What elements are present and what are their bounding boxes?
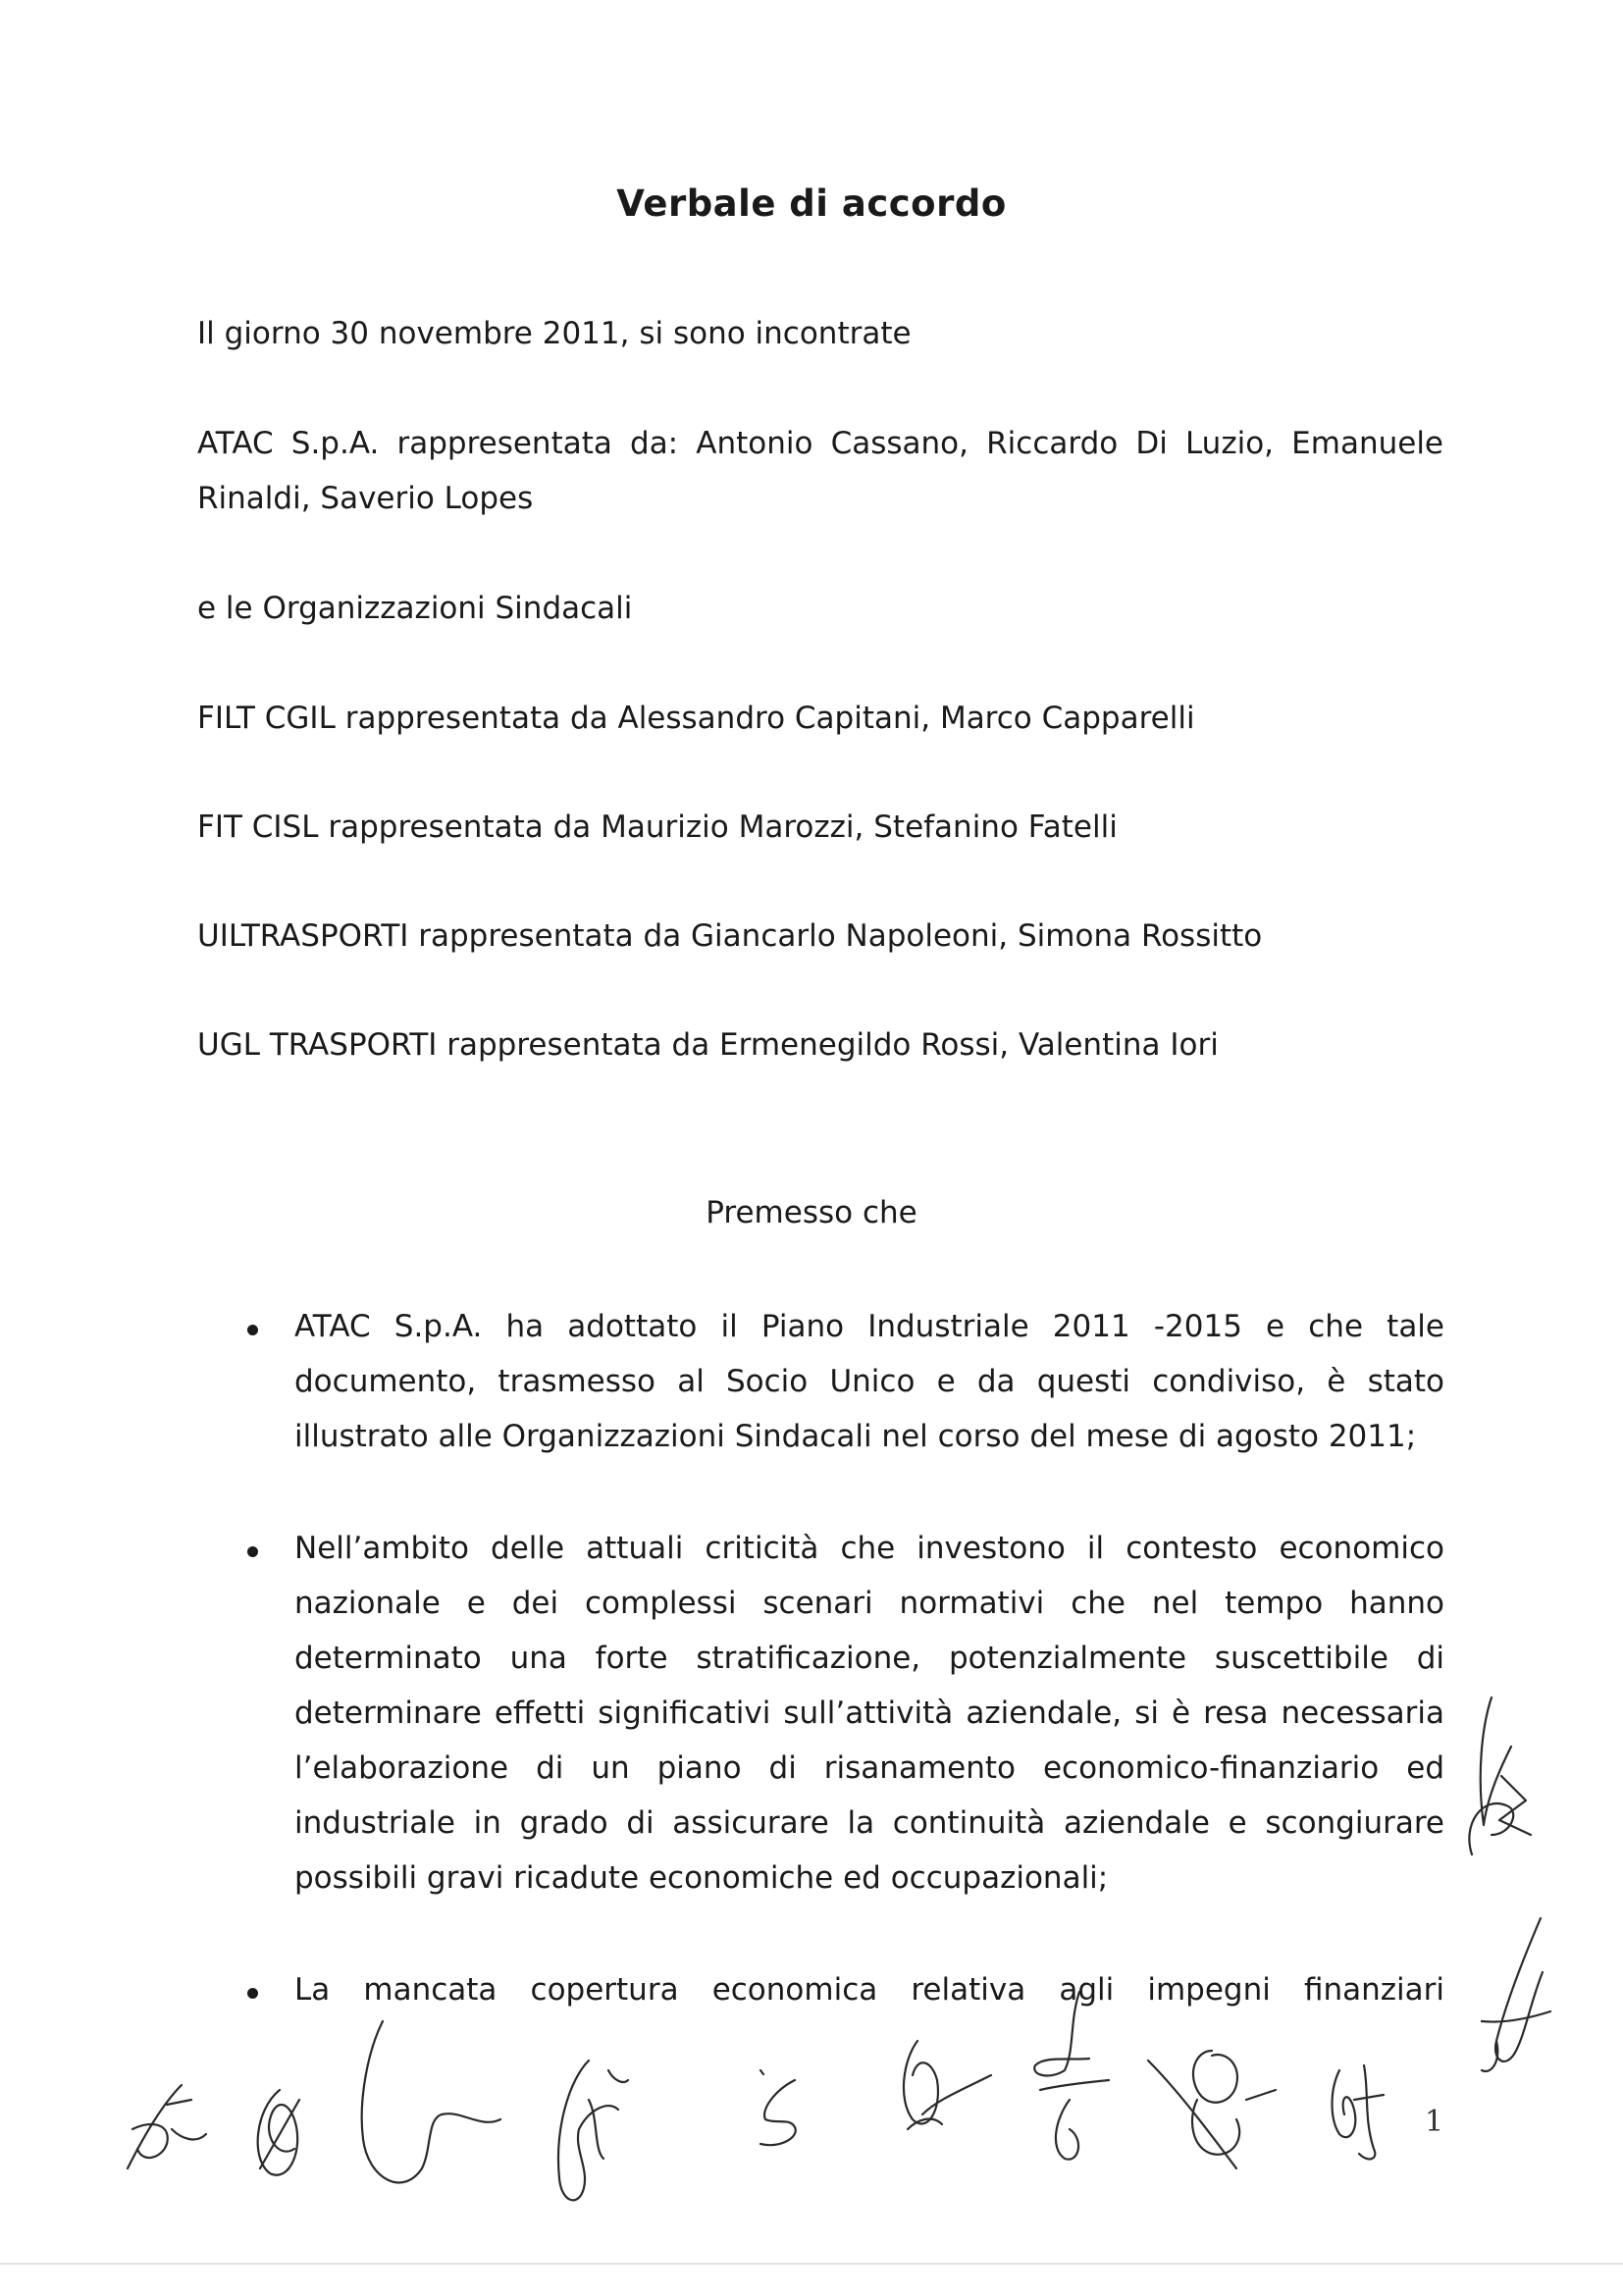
bullet-marker <box>247 1988 258 1999</box>
unions-intro: e le Organizzazioni Sindacali <box>197 591 633 626</box>
company-line-1: ATAC S.p.A. rappresentata da: Antonio Cassano, Riccardo Di Luzio, Emanuele <box>197 426 1443 461</box>
signature-margin-1 <box>1452 1688 1541 1904</box>
premise-heading: Premesso che <box>706 1195 917 1230</box>
bullet-1-line-1: ATAC S.p.A. ha adottato il Piano Industriale 2011 -2015 e che tale <box>294 1309 1444 1344</box>
signature-bottom-6 <box>883 2021 1001 2159</box>
signature-bottom-5 <box>746 2061 814 2159</box>
union-ugl-trasporti: UGL TRASPORTI rappresentata da Ermenegildo Rossi, Valentina Iori <box>197 1027 1219 1063</box>
signature-bottom-4 <box>530 2041 638 2218</box>
bullet-item-2 <box>294 1521 1444 1905</box>
signature-margin-2 <box>1472 1913 1560 2080</box>
bullet-2-line-4: determinare effetti significativi sull’attività aziendale, si è resa necessaria <box>294 1696 1444 1731</box>
intro-text: Il giorno 30 novembre 2011, si sono incontrate <box>197 316 912 351</box>
union-filt-cgil: FILT CGIL rappresentata da Alessandro Capitani, Marco Capparelli <box>197 701 1195 736</box>
bullet-marker <box>247 1546 258 1557</box>
bullet-2-line-3: determinato una forte stratificazione, potenzialmente suscettibile di <box>294 1641 1444 1676</box>
signature-bottom-2 <box>240 2080 319 2188</box>
signature-bottom-1 <box>113 2070 211 2188</box>
bullet-item-1 <box>294 1299 1444 1464</box>
signature-bottom-3 <box>343 2011 510 2208</box>
bullet-marker <box>247 1325 258 1335</box>
bullet-2-line-7: possibili gravi ricadute economiche ed occupazionali; <box>294 1860 1109 1896</box>
bullet-2-line-5: l’elaborazione di un piano di risanamento economico-finanziario ed <box>294 1750 1444 1786</box>
bullet-3-line-1: La mancata copertura economica relativa agli impegni finanziari <box>294 1972 1444 2008</box>
union-fit-cisl: FIT CISL rappresentata da Maurizio Marozzi, Stefanino Fatelli <box>197 809 1118 845</box>
page-bottom-edge <box>0 2263 1623 2265</box>
bullet-1-line-3: illustrato alle Organizzazioni Sindacali nel corso del mese di agosto 2011; <box>294 1419 1417 1454</box>
bullet-1-line-2: documento, trasmesso al Socio Unico e da questi condiviso, è stato <box>294 1364 1444 1399</box>
bullet-2-line-6: industriale in grado di assicurare la continuità aziendale e scongiurare <box>294 1805 1444 1841</box>
document-title: Verbale di accordo <box>616 183 1007 225</box>
bullet-item-3 <box>294 1962 1444 2017</box>
signature-bottom-9 <box>1315 2051 1393 2168</box>
signature-bottom-7 <box>1011 1982 1119 2178</box>
signature-bottom-8 <box>1138 2031 1285 2188</box>
bullet-2-line-1: Nell’ambito delle attuali criticità che investono il contesto economico <box>294 1531 1444 1566</box>
page-number: 1 <box>1425 2105 1444 2139</box>
union-uiltrasporti: UILTRASPORTI rappresentata da Giancarlo Napoleoni, Simona Rossitto <box>197 918 1263 954</box>
company-line-2: Rinaldi, Saverio Lopes <box>197 481 534 516</box>
bullet-2-line-2: nazionale e dei complessi scenari normativi che nel tempo hanno <box>294 1586 1444 1621</box>
